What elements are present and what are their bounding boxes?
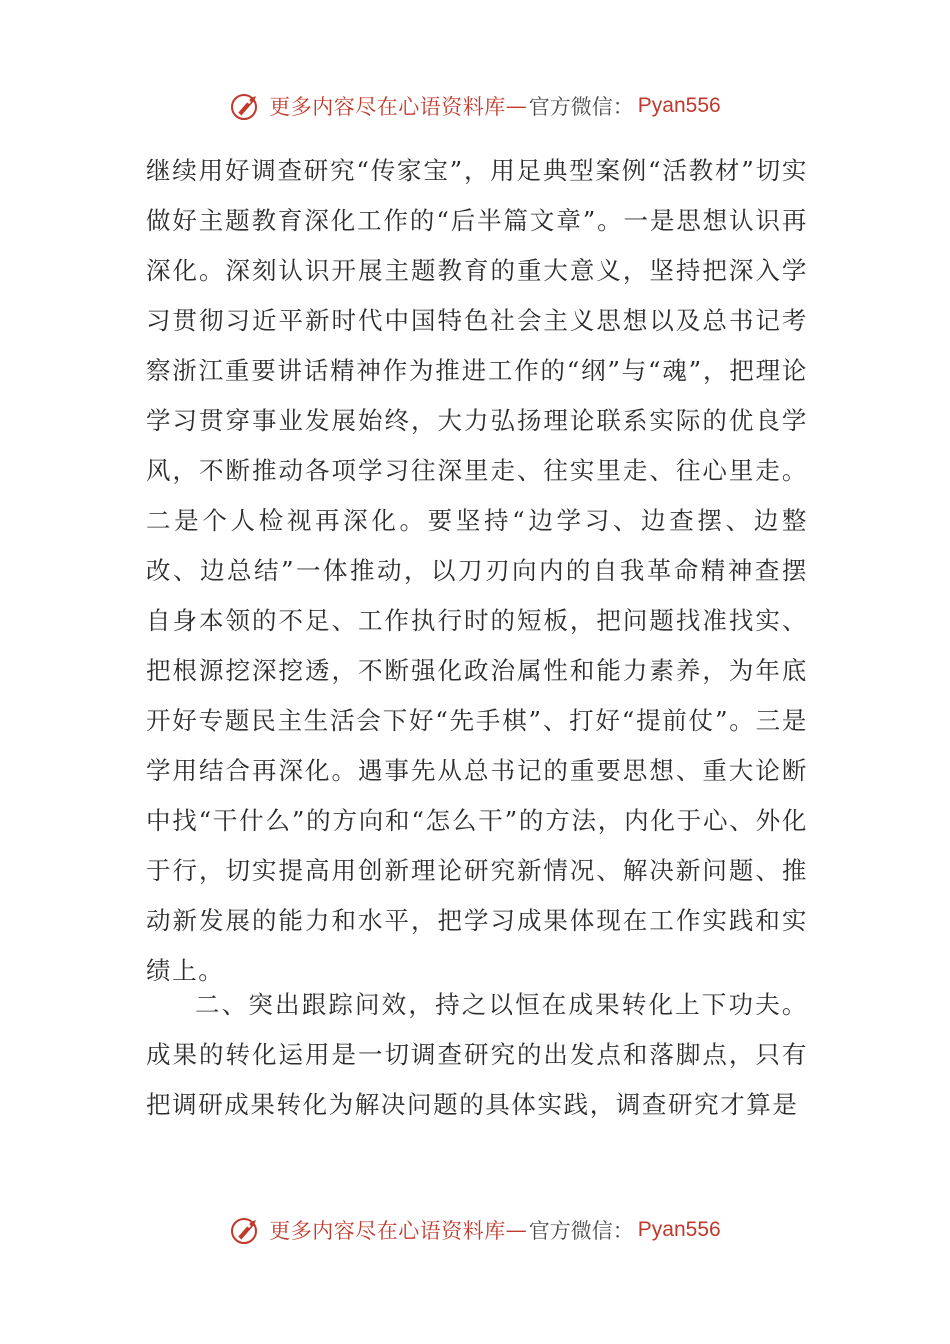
paragraph-1: 继续用好调查研究“传家宝”，用足典型案例“活教材”切实做好主题教育深化工作的“后半篇文章”。一是思想认识再深化。深刻认识开展主题教育的重大意义，坚持把深入学习贯彻习近平新时代中国特色社会主义思想以及总书记考察浙江重要讲话精神作为推进工作的“纲”与“魂”，把理论学习贯穿事业发展始终，大力弘扬理论联系实际的优良学风，不断推动各项学习往深里走、往实里走、往心里走。二是个人检视再深化。要坚持“边学习、边查摆、边整改、边总结”一体推动，以刀刃向内的自我革命精神查摆自身本领的不足、工作执行时的短板，把问题找准找实、把根源挖深挖透，不断强化政治属性和能力素养，为年底开好专题民主生活会下好“先手棋”、打好“提前仗”。三是学用结合再深化。遇事先从总书记的重要思想、重大论断中找“干什么”的方向和“怎么干”的方法，内化于心、外化于行，切实提高用创新理论研究新情况、解决新问题、推动新发展的能力和水平，把学习成果体现在工作实践和实绩上。 <box>146 156 808 985</box>
watermark-site-text: 更多内容尽在心语资料库 <box>269 1219 506 1243</box>
watermark-separator: — <box>505 1218 527 1242</box>
header-watermark <box>0 86 950 126</box>
watermark-wechat-id: Pyan556 <box>637 1218 721 1241</box>
footer-watermark <box>0 1210 950 1250</box>
watermark-label: 官方微信： <box>528 1219 634 1243</box>
document-body <box>146 146 808 1130</box>
pen-nib-circle-icon <box>229 1213 263 1247</box>
watermark-label: 官方微信： <box>528 95 634 119</box>
watermark-separator: — <box>505 94 527 118</box>
pen-nib-circle-icon <box>229 89 263 123</box>
watermark-wechat-id: Pyan556 <box>637 94 721 117</box>
paragraph-2: 二、突出跟踪问效，持之以恒在成果转化上下功夫。成果的转化运用是一切调查研究的出发点和落脚点，只有把调研成果转化为解决问题的具体实践，调查研究才算是 <box>146 990 808 1119</box>
watermark-site-text: 更多内容尽在心语资料库 <box>269 95 506 119</box>
